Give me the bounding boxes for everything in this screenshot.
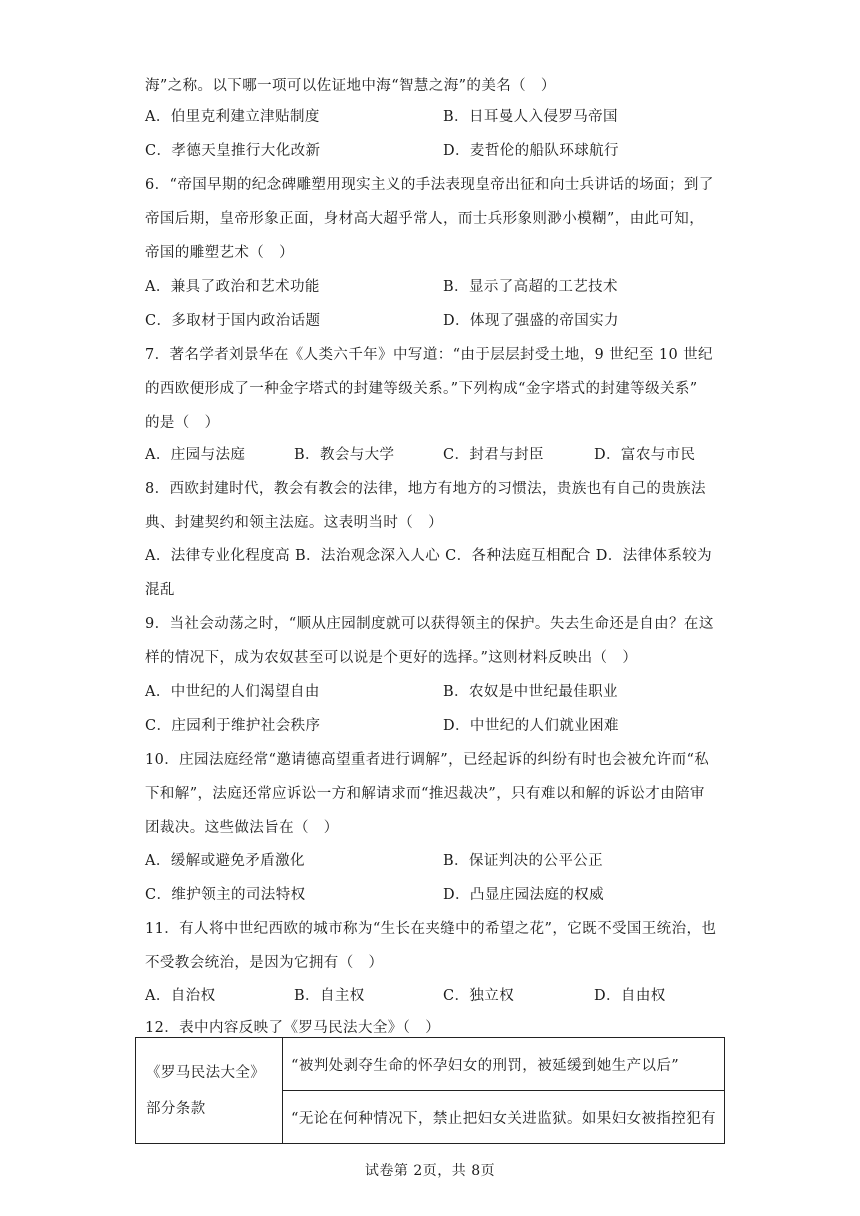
q7-stem-line1: 7．著名学者刘景华在《人类六千年》中写道：“由于层层封受土地，9 世纪至 10 世纪 — [145, 347, 713, 363]
q6-stem-line3: 帝国的雕塑艺术（ ） — [145, 245, 294, 261]
q7-option-d: D．富农与市民 — [594, 447, 696, 463]
q6-stem-line2: 帝国后期，皇帝形象正面，身材高大超乎常人，而士兵形象则渺小模糊”，由此可知， — [145, 211, 705, 227]
q10-option-a: A．缓解或避免矛盾激化 — [145, 853, 305, 869]
q6-option-a: A．兼具了政治和艺术功能 — [145, 279, 320, 295]
table-row-1: “被判处剥夺生命的怀孕妇女的刑罚，被延缓到她生产以后” — [283, 1038, 725, 1091]
q6-option-d: D．体现了强盛的帝国实力 — [443, 313, 619, 329]
table-left-cell — [136, 1038, 283, 1144]
roman-law-table — [135, 1037, 725, 1144]
q7-stem-line3: 的是（ ） — [145, 415, 220, 431]
q8-options-cont: 混乱 — [145, 582, 175, 598]
q6-option-b: B．显示了高超的工艺技术 — [443, 279, 618, 295]
q9-option-b: B．农奴是中世纪最佳职业 — [443, 684, 618, 700]
q11-option-c: C．独立权 — [443, 988, 515, 1004]
q9-stem-line2: 样的情况下，成为农奴甚至可以说是个更好的选择。”这则材料反映出（ ） — [145, 650, 638, 666]
q11-stem-line2: 不受教会统治，是因为它拥有（ ） — [145, 955, 384, 971]
q10-option-d: D．凸显庄园法庭的权威 — [443, 887, 605, 903]
table-left-title: 《罗马民法大全》 — [146, 1064, 266, 1081]
q10-stem-line3: 团裁决。这些做法旨在（ ） — [145, 820, 339, 836]
q8-stem-line2: 典、封建契约和领主法庭。这表明当时（ ） — [145, 515, 443, 531]
q8-stem-line1: 8．西欧封建时代，教会有教会的法律，地方有地方的习惯法，贵族也有自己的贵族法 — [145, 481, 706, 497]
q8-options: A．法律专业化程度高 B．法治观念深入人心 C．各种法庭互相配合 D．法律体系较为 — [145, 548, 713, 564]
q9-option-a: A．中世纪的人们渴望自由 — [145, 684, 320, 700]
page-footer: 试卷第 2页，共 8页 — [364, 1163, 496, 1179]
q9-stem-line1: 9．当社会动荡之时，“顺从庄园制度就可以获得领主的保护。失去生命还是自由？在这 — [145, 616, 714, 632]
table-left-subtitle: 部分条款 — [146, 1100, 206, 1117]
q9-option-c: C．庄园利于维护社会秩序 — [145, 718, 321, 734]
q7-option-b: B．教会与大学 — [294, 447, 395, 463]
q10-stem-line2: 下和解”，法庭还常应诉讼一方和解请求而“推迟裁决”，只有难以和解的诉讼才由陪审 — [145, 786, 705, 802]
q12-stem: 12．表中内容反映了《罗马民法大全》（ ） — [145, 1020, 441, 1036]
q10-option-b: B．保证判决的公平公正 — [443, 853, 604, 869]
q11-option-d: D．自由权 — [594, 988, 666, 1004]
q11-stem-line1: 11．有人将中世纪西欧的城市称为“生长在夹缝中的希望之花”，它既不受国王统治，也 — [145, 921, 717, 937]
q11-option-a: A．自治权 — [145, 988, 216, 1004]
q7-option-a: A．庄园与法庭 — [145, 447, 246, 463]
q6-option-c: C．多取材于国内政治话题 — [145, 313, 321, 329]
q5-stem-tail: 海”之称。以下哪一项可以佐证地中海“智慧之海”的美名（ ） — [145, 78, 556, 94]
q10-option-c: C．维护领主的司法特权 — [145, 887, 306, 903]
q5-option-b: B．日耳曼人入侵罗马帝国 — [443, 109, 618, 125]
q7-option-c: C．封君与封臣 — [443, 447, 544, 463]
q7-stem-line2: 的西欧便形成了一种金字塔式的封建等级关系。”下列构成“金字塔式的封建等级关系” — [145, 381, 698, 397]
q5-option-c: C．孝德天皇推行大化改新 — [145, 143, 321, 159]
q10-stem-line1: 10．庄园法庭经常“邀请德高望重者进行调解”，已经起诉的纠纷有时也会被允许而“私 — [145, 752, 710, 768]
q6-stem-line1: 6．“帝国早期的纪念碑雕塑用现实主义的手法表现皇帝出征和向士兵讲话的场面；到了 — [145, 177, 714, 193]
table-row-2: “无论在何种情况下，禁止把妇女关进监狱。如果妇女被指控犯有 — [283, 1091, 725, 1144]
q11-option-b: B．自主权 — [294, 988, 365, 1004]
q5-option-d: D．麦哲伦的船队环球航行 — [443, 143, 619, 159]
q5-option-a: A．伯里克利建立津贴制度 — [145, 109, 320, 125]
q9-option-d: D．中世纪的人们就业困难 — [443, 718, 619, 734]
